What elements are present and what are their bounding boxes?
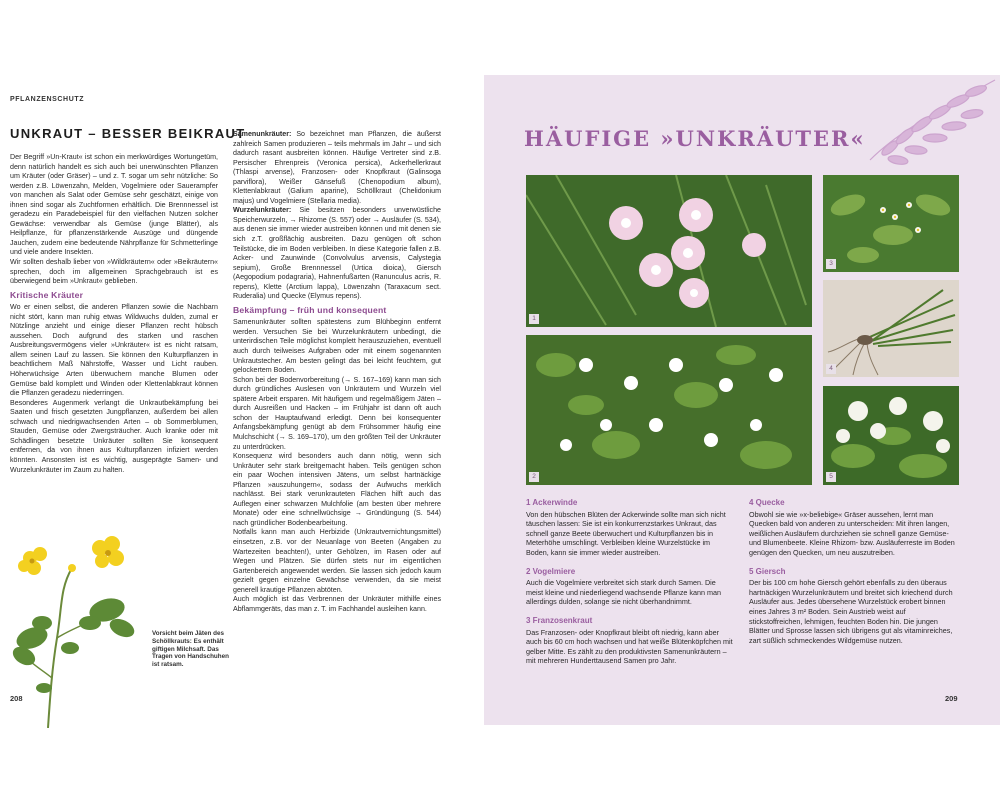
photo-chickweed	[526, 335, 812, 485]
photo-gallant-soldier	[823, 175, 959, 272]
photo-ground-elder	[823, 386, 959, 485]
control-paragraph-3: Konsequenz wird besonders auch dann nötig, wenn sich Unkräuter sehr stark breitgemacht haben. Teils genügen schon ein paar Wochen intensiven Jätens, um selbst hartnäckige Pflanzen »auszuhungern«, sodass der Aufwuchs merklich nachlässt. Bei stark verunkrauteten Flächen hilft auch das Auflegen einer schwarzen Mulchfolie (am besten über mehrere Monate) oder eine schnellwüchsige → Gründüngung (S. 544) nach gründlicher Bodenbearbeitung.	[233, 452, 441, 527]
gallant-soldier-image	[823, 175, 959, 272]
root-weeds-label: Wurzelunkräuter:	[233, 206, 292, 215]
control-paragraph-2: Schon bei der Bodenvorbereitung (→ S. 167–169) kann man sich durch gründliches Auslesen von Unkräutern und Wurzeln viel spätere Arbeit ersparen. Mit häufigem und regelmäßigem Jäten – durch Ausreißen und Hacken – im Frühjahr ist dann oft auch schon der Hauptaufwand erledigt. Denn bei konsequenter Anfangsbekämpfung genügt ab dem Frühsommer häufig eine Mulchschicht (→ S. 169–170), um den größten Teil der Unkräuter zu unterdrücken.	[233, 375, 441, 451]
couch-grass-image	[823, 280, 959, 377]
chickweed-image	[526, 335, 812, 485]
ground-elder-image	[823, 386, 959, 485]
seed-weeds-text: So bezeichnet man Pflanzen, die äußerst zahlreich Samen produzieren – teils mehrmals im Jahr – und sich dadurch rasant ausbreiten können. Häufige Vertreter sind z.B. Persischer Ehrenpreis (Veronica persica), Ackerhellerkraut (Thlaspi arvense), Franzosen- oder Knopfkraut (Galinsoga parviflora), Weißer Gänsefuß (Chenopodium album), Klettenlabkraut (Galium aparine), Schöllkraut (Chelidonium majus) und Vogelmiere (Stellaria media).	[233, 130, 441, 205]
subheading-control: Bekämpfung – früh und konsequent	[233, 304, 387, 315]
intro-paragraph: Der Begriff »Un-Kraut« ist schon ein merkwürdiges Wortungetüm, denn natürlich handelt es sich auch bei unerwünschten Pflanzen um Kräuter (oder Gräser) – und z. T. sogar um sehr nützliche: So werden z.B. Löwenzahn, Melden, Vogelmiere oder Sauerampfer von manchen als Salat oder Gemüse sehr geschätzt, einige von ihnen sind sogar als Zuchtformen erhältlich. Die Brennnessel ist geradezu ein Paradebeispiel für den vielfachen Nutzen solcher Gewächse: verwendbar als Gemüse (junge Blätter), als Heilpflanze, für pflanzenstärkende Auszüge und düngende Jauchen, zudem eine bedeutende Nährpflanze für Schmetterlinge und viele andere Insekten.	[10, 153, 218, 257]
caption-bindweed: 1 Ackerwinde Von den hübschen Blüten der Ackerwinde sollte man sich nicht täuschen lassen: Sie ist ein konkurrenzstarkes Unkraut, das schnell ganze Beete überwuchert und Kulturpflanzen bis in Meterhöhe umschlingt. Verbleiben kleine Wurzelstücke im Boden, kann sie immer wieder austreiben.	[526, 498, 734, 558]
caption-title-chickweed: 2 Vogelmiere	[526, 566, 576, 576]
photo-number-3: 3	[826, 259, 836, 269]
caption-ground-elder: 5 Giersch Der bis 100 cm hohe Giersch gehört ebenfalls zu den überaus hartnäckigen Wurzelunkräutern und breitet sich kriechend durch Ausläufer aus. Jedes übersehene Wurzelstück erobert binnen eines Jahres 3 m² Boden. Sein Austrieb weist auf stickstoffreichen, lehmigen, feuchten Boden hin. Die jungen Blätter und Sprosse lassen sich übrigens gut als vitaminreiches, zart süßlich schmeckendes Wildgemüse nutzen.	[749, 567, 959, 646]
photo-number-1: 1	[529, 314, 539, 324]
right-page	[484, 0, 1000, 800]
critical-paragraph-2: Besonderes Augenmerk verlangt die Unkrautbekämpfung bei Saaten und frisch gesetzten Jungpflanzen, außerdem bei allen schwach und niedrigwachsenden Arten – ob Sommerblumen, Stauden, Gemüse oder Zwergsträucher. Auch kranke oder mit Schädlingen besetzte Unkräuter sollten Sie konsequent entfernen, da von ihnen aus Kulturpflanzen infiziert werden könnten. Ansonsten ist es wichtig, ausgeprägte Samen- und Wurzelunkräuter im Zaum zu halten.	[10, 398, 218, 474]
page-number-left: 208	[10, 694, 23, 703]
page-number-right: 209	[945, 694, 958, 703]
photo-number-5: 5	[826, 472, 836, 482]
photo-couch-grass	[823, 280, 959, 377]
text-column-2	[233, 130, 441, 614]
celandine-illustration	[12, 528, 142, 728]
page-title: UNKRAUT – BESSER BEIKRAUT	[10, 126, 246, 141]
left-page	[0, 0, 484, 800]
subheading-critical-herbs: Kritische Kräuter	[10, 289, 84, 300]
caption-column-left	[526, 498, 734, 675]
photo-number-4: 4	[826, 364, 836, 374]
caption-column-right	[749, 498, 959, 654]
text-column-1	[10, 153, 218, 475]
fern-decoration	[860, 70, 1000, 170]
caption-gallant-soldier: 3 Franzosenkraut Das Franzosen- oder Knopfkraut bleibt oft niedrig, kann aber auch bis 60 cm hoch wachsen und hat weiße Blütenköpfchen mit gelber Mitte. Es zählt zu den produktivsten Samenunkräutern – mit mehreren Hunderttausend Samen pro Jahr.	[526, 615, 733, 666]
photo-bindweed	[526, 175, 812, 327]
caption-chickweed: 2 Vogelmiere Auch die Vogelmiere verbreitet sich stark durch Samen. Die meist kleine und niederliegend wachsende Pflanze kann man allerdings dulden, solange sie nicht überhandnimmt.	[526, 567, 734, 607]
intro-paragraph-2: Wir sollten deshalb lieber von »Wildkräutern« oder »Beikräutern« sprechen, doch im allgemeinen Sprachgebrauch ist es überwiegend beim »Unkraut« geblieben.	[10, 258, 218, 286]
control-paragraph-1: Samenunkräuter sollten spätestens zum Blühbeginn entfernt werden. Versuchen Sie bei Wurzelunkräutern unbedingt, die unterirdischen Teile möglichst komplett herauszuziehen, eventuell auch durch teilweises Aufgraben oder mit einem sogenannten Unkrautstecher. Am besten gelingt das bei leicht feuchtem, gut gelockertem Boden.	[233, 318, 441, 375]
caption-title-couch-grass: 4 Quecke	[749, 498, 785, 507]
seed-weeds-label: Samenunkräuter:	[233, 130, 292, 138]
caption-couch-grass: 4 Quecke Obwohl sie wie »x-beliebige« Gräser aussehen, lernt man Quecken bald von anderen zu unterscheiden: Mit ihren langen, weißlichen Ausläufern durchziehen sie schnell ganze Gemüse- und Blumenbeete. Kleine Rhizom- bzw. Ausläuferreste im Boden genügen den Quecken, um neu auszutreiben.	[749, 498, 959, 558]
root-weeds-text: Sie besitzen besonders unverwüstliche Speicherwurzeln, → Rhizome (S. 557) oder → Ausläufer (S. 534), aus denen sie immer wieder austreiben können und mit denen sie sich z.T. großflächig ausbreiten. Dazu genügen oft schon Teilstücke, die im Boden verbleiben. In diese Kategorie fallen z.B. Acker- und Zaunwinde (Convolvulus arvensis, Calystegia sepium), Große Brennnessel (Urtica dioica), Giersch (Aegopodium podagraria), Hahnenfußarten (Ranunculus acris, R. repens), Klette (Arctium lappa), Löwenzahn (Taraxacum sect. Ruderalia) und Quecke (Elymus repens).	[233, 206, 441, 301]
caption-title-ground-elder: 5 Giersch	[749, 566, 786, 576]
bindweed-image	[526, 175, 812, 327]
control-paragraph-5: Auch möglich ist das Verbrennen der Unkräuter mithilfe eines Abflammgeräts, das man z. T. im Fachhandel ausleihen kann.	[233, 595, 441, 613]
control-paragraph-4: Notfalls kann man auch Herbizide (Unkrautvernichtungsmittel) einsetzen, z.B. vor der Neuanlage von Beeten (Angaben zu Wartezeiten beachten!), unter Gehölzen, im Rasen oder auf Wegen und Plätzen. Sie dürfen stets nur im eigentlichen Gartenbereich angewendet werden. Sie lassen sich jedoch kaum gezielt gegen einzelne Gewächse verwenden, da sie meist generell krautige Pflanzen abtöten.	[233, 528, 441, 594]
critical-paragraph-1: Wo er einen selbst, die anderen Pflanzen sowie die Nachbarn nicht stört, kann man ruhig etwas Wildwuchs dulden, zumal er Nützlinge anzieht und einige dieser Pflanzen recht hübsch aussehen. Doch aufgrund des starken und raschen Ausbreitungsvermögens vieler »Unkräuter« ist es nicht ratsam, allem seinen Lauf zu lassen. Sie können den Kulturpflanzen in beachtlichem Maß Nährstoffe, Wasser und Licht rauben. Höherwüchsige Arten überwuchern manche Blumen oder Gemüse bald komplett und Winden oder Klettenlabkraut können die Pflanzen geradezu niederringen.	[10, 303, 218, 398]
caption-title-bindweed: 1 Ackerwinde	[526, 498, 578, 507]
caption-title-gallant-soldier: 3 Franzosenkraut	[526, 615, 593, 625]
right-page-title: HÄUFIGE »UNKRÄUTER«	[524, 126, 866, 151]
photo-number-2: 2	[529, 472, 539, 482]
warning-caption: Vorsicht beim Jäten des Schöllkrauts: Es enthält giftigen Milchsaft. Das Tragen von Handschuhen ist ratsam.	[152, 630, 229, 669]
section-label: PFLANZENSCHUTZ	[10, 96, 85, 103]
